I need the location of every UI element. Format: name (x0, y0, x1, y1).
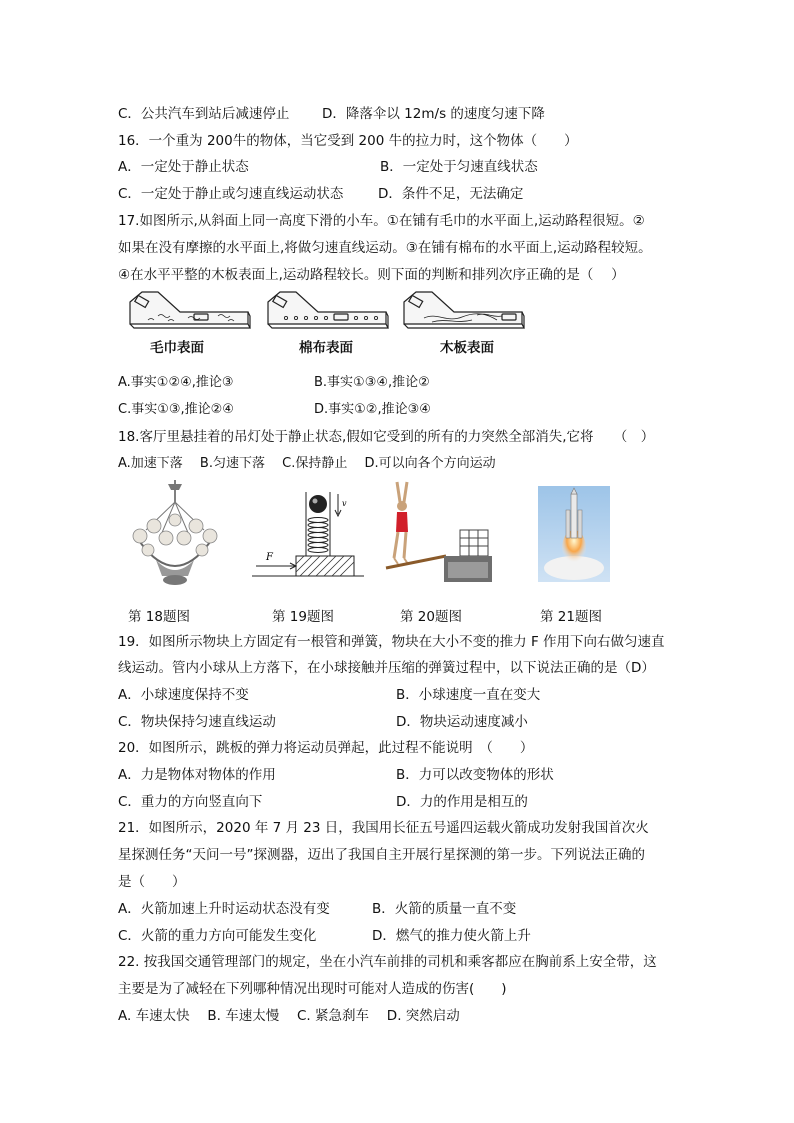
q20-stem: 20．如图所示，跳板的弹力将运动员弹起，此过程不能说明 （ ） (118, 740, 534, 756)
force-label: F (266, 552, 273, 563)
q21-stem-line-3: 是（ ） (118, 874, 186, 890)
q17-stem-line-3: ④在水平平整的木板表面上,运动路程较长。则下面的判断和排列次序正确的是（ ） (118, 267, 625, 283)
rocket-launch-figure (538, 486, 610, 582)
block-hatch (296, 556, 354, 576)
platform (444, 530, 492, 582)
q20-option-d: D．力的作用是相互的 (396, 794, 528, 810)
q21-option-a: A．火箭加速上升时运动状态没有变 (118, 901, 330, 917)
q22-stem-line-1: 22. 按我国交通管理部门的规定，坐在小汽车前排的司机和乘客都应在胸前系上安全带，这 (118, 954, 657, 970)
q16-option-a: A．一定处于静止状态 (118, 159, 249, 175)
q22-options: A. 车速太快 B. 车速太慢 C. 紧急刹车 D. 突然启动 (118, 1008, 460, 1024)
q18-options: A.加速下落 B.匀速下落 C.保持静止 D.可以向各个方向运动 (118, 456, 496, 471)
q21-option-b: B．火箭的质量一直不变 (372, 901, 517, 917)
q17-option-a: A.事实①②④,推论③ (118, 375, 234, 390)
diver (394, 482, 408, 564)
q17-stem-line-1: 17.如图所示,从斜面上同一高度下滑的小车。①在铺有毛巾的水平面上,运动路程很短。② (118, 213, 645, 229)
q19-option-b: B．小球速度一直在变大 (396, 687, 541, 703)
chandelier-figure (126, 480, 224, 592)
q20-option-b: B．力可以改变物体的形状 (396, 767, 554, 783)
q18-stem: 18.客厅里悬挂着的吊灯处于静止状态,假如它受到的所有的力突然全部消失,它将 （ ） (118, 429, 655, 445)
q21-stem-line-2: 星探测任务“天问一号”探测器，迈出了我国自主开展行星探测的第一步。下列说法正确的 (118, 847, 645, 863)
q20-option-a: A．力是物体对物体的作用 (118, 767, 276, 783)
q17-surfaces-figure (128, 290, 528, 334)
q21-option-c: C．火箭的重力方向可能发生变化 (118, 928, 317, 944)
q19-stem-line-2: 线运动。管内小球从上方落下，在小球接触并压缩的弹簧过程中，以下说法正确的是（D） (118, 660, 655, 676)
q21-option-d: D．燃气的推力使火箭上升 (372, 928, 531, 944)
q20-option-c: C．重力的方向竖直向下 (118, 794, 263, 810)
q15-option-d: D．降落伞以 12m/s 的速度匀速下降 (322, 106, 545, 122)
q21-stem-line-1: 21．如图所示，2020 年 7 月 23 日，我国用长征五号遥四运载火箭成功发射我国首次火 (118, 820, 649, 836)
q16-option-b: B．一定处于匀速直线状态 (380, 159, 538, 175)
wood-surface-label: 木板表面 (440, 340, 494, 356)
fig20-caption: 第 20题图 (400, 609, 462, 625)
block-spring-figure (252, 484, 364, 580)
q17-option-c: C.事实①③,推论②④ (118, 402, 234, 417)
q19-option-c: C．物块保持匀速直线运动 (118, 714, 276, 730)
towel-surface-figure (130, 292, 250, 328)
fig21-caption: 第 21题图 (540, 609, 602, 625)
q16-stem: 16．一个重为 200牛的物体，当它受到 200 牛的拉力时，这个物体（ ） (118, 133, 578, 149)
wood-surface-figure (404, 292, 524, 328)
q17-stem-line-2: 如果在没有摩擦的水平面上,将做匀速直线运动。③在铺有棉布的水平面上,运动路程较短。 (118, 240, 652, 256)
q19-option-a: A．小球速度保持不变 (118, 687, 249, 703)
q19-stem-line-1: 19．如图所示物块上方固定有一根管和弹簧，物块在大小不变的推力 F 作用下向右做匀速直 (118, 634, 665, 650)
diver-figure (384, 480, 494, 590)
cotton-surface-label: 棉布表面 (299, 340, 353, 356)
q17-option-d: D.事实①②,推论③④ (314, 402, 431, 417)
q22-stem-line-2: 主要是为了减轻在下列哪种情况出现时可能对人造成的伤害( ) (118, 981, 507, 997)
q16-option-d: D．条件不足，无法确定 (378, 186, 524, 202)
towel-surface-label: 毛巾表面 (150, 340, 204, 356)
fig18-caption: 第 18题图 (128, 609, 190, 625)
velocity-label: v (342, 499, 347, 508)
q19-option-d: D．物块运动速度减小 (396, 714, 528, 730)
fig19-caption: 第 19题图 (272, 609, 334, 625)
q17-option-b: B.事实①③④,推论② (314, 375, 430, 390)
q15-option-c: C．公共汽车到站后减速停止 (118, 106, 290, 122)
q16-option-c: C．一定处于静止或匀速直线运动状态 (118, 186, 344, 202)
cotton-surface-figure (268, 292, 388, 328)
